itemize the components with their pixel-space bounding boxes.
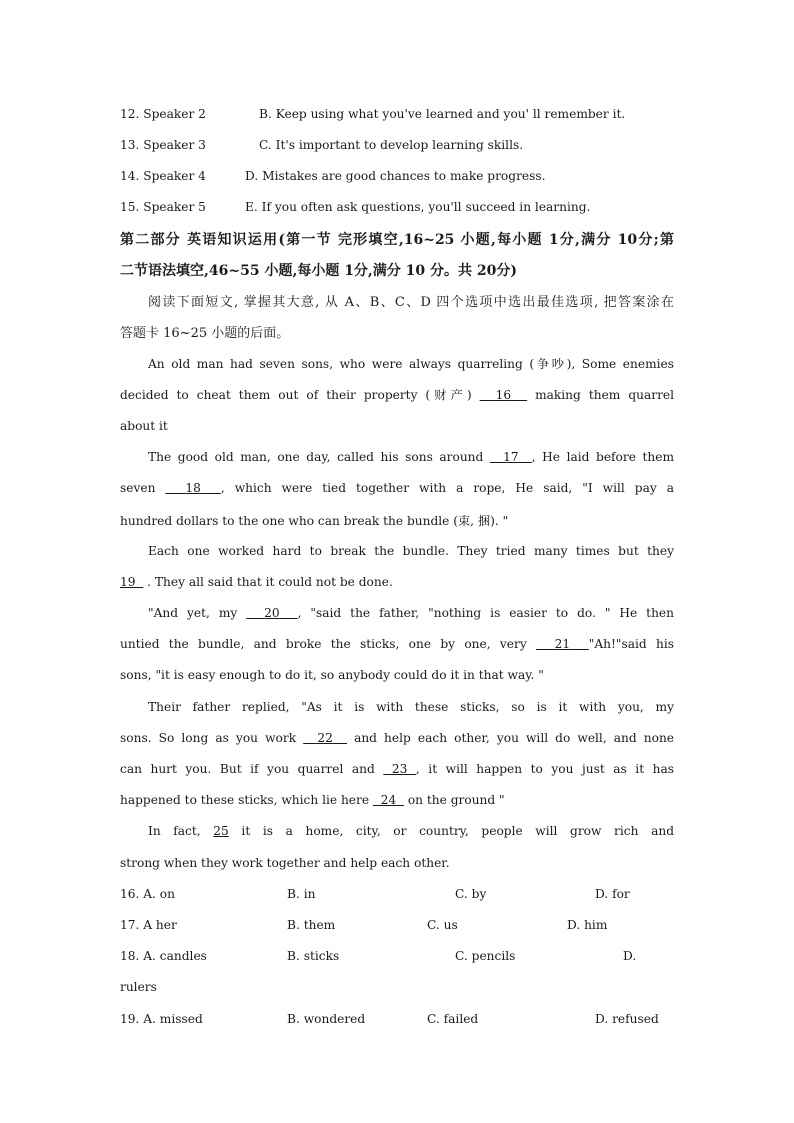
passage-text: , "said the father, "nothing is easier to do. " He then — [297, 606, 674, 620]
blank-22: 22 — [317, 731, 333, 745]
passage-line — [120, 575, 393, 589]
matching-speaker: 12. Speaker 2 — [120, 107, 206, 121]
question-option-d-wrap: rulers — [120, 980, 157, 994]
question-option-a: 19. A. missed — [120, 1012, 203, 1026]
passage-line: sons, "it is easy enough to do it, so anybody could do it in that way. " — [120, 668, 544, 682]
question-option-b: B. them — [287, 918, 336, 932]
passage-text: happened to these sticks, which lie here — [120, 793, 370, 807]
matching-speaker: 15. Speaker 5 — [120, 200, 206, 214]
passage-line: Their father replied, "As it is with these sticks, so is it with you, my — [148, 700, 674, 714]
instructions: 答题卡 16~25 小题的后面。 — [120, 326, 290, 341]
passage-line — [120, 793, 505, 807]
question-option-b: B. in — [287, 887, 316, 901]
passage-text: it is a home, city, or country, people will grow rich and — [241, 824, 674, 838]
blank-20: 20 — [264, 606, 280, 620]
passage-text: In fact, — [148, 824, 201, 838]
passage-text: The good old man, one day, called his sons around — [148, 450, 484, 464]
passage-text: , which were tied together with a rope, He said, "I will pay a — [220, 481, 674, 495]
question-option-c: C. pencils — [455, 949, 516, 963]
passage-text: "Ah!"said his — [588, 637, 674, 651]
passage-line: about it — [120, 419, 168, 433]
question-option-a: 18. A. candles — [120, 949, 207, 963]
passage-line — [148, 606, 674, 620]
matching-option: C. It's important to develop learning skills. — [259, 138, 524, 152]
passage-line: hundred dollars to the one who can break the bundle (束, 捆). " — [120, 514, 509, 528]
passage-text: , it will happen to you just as it has — [415, 762, 675, 776]
question-option-b: B. sticks — [287, 949, 340, 963]
passage-line — [148, 824, 674, 838]
passage-line — [120, 731, 674, 745]
passage-line — [120, 481, 674, 495]
matching-option: E. If you often ask questions, you'll succeed in learning. — [245, 200, 591, 214]
passage-line — [120, 386, 674, 403]
passage-line — [120, 762, 674, 776]
section-heading: 第二部分 英语知识运用(第一节 完形填空,16~25 小题,每小题 1分,满分 10分;第 — [120, 232, 674, 248]
blank-18: 18 — [185, 481, 201, 495]
passage-text: seven — [120, 481, 156, 495]
passage-text: . They all said that it could not be done. — [147, 575, 393, 589]
blank-24: 24 — [380, 793, 397, 807]
question-option-d: D. — [623, 949, 637, 963]
passage-line: Each one worked hard to break the bundle. They tried many times but they — [148, 544, 674, 558]
question-option-a: 17. A her — [120, 918, 177, 932]
question-option-d: D. him — [567, 918, 608, 932]
section-heading: 二节语法填空,46~55 小题,每小题 1分,满分 10 分。共 20分) — [120, 263, 518, 279]
matching-option: D. Mistakes are good chances to make progress. — [245, 169, 546, 183]
passage-text: on the ground " — [407, 793, 505, 807]
question-option-a: 16. A. on — [120, 887, 175, 901]
matching-option: B. Keep using what you've learned and you' ll remember it. — [259, 107, 626, 121]
matching-speaker: 13. Speaker 3 — [120, 138, 206, 152]
question-option-c: C. us — [427, 918, 458, 932]
blank-16: 16 — [495, 388, 512, 402]
passage-text: , He laid before them — [531, 450, 675, 464]
question-option-c: C. by — [455, 887, 487, 901]
passage-line — [120, 637, 674, 651]
question-option-b: B. wondered — [287, 1012, 366, 1026]
passage-text: "And yet, my — [148, 606, 238, 620]
blank-25: 25 — [213, 824, 229, 838]
passage-text: and help each other, you will do well, and none — [354, 731, 675, 745]
passage-text: making them quarrel — [535, 388, 674, 402]
blank-17: 17 — [503, 450, 519, 464]
instructions: 阅读下面短文, 掌握其大意, 从 A、B、C、D 四个选项中选出最佳选项, 把答案涂在 — [148, 295, 674, 310]
passage-line — [148, 450, 674, 464]
blank-23: 23 — [391, 762, 408, 776]
passage-text: can hurt you. But if you quarrel and — [120, 762, 375, 776]
question-option-c: C. failed — [427, 1012, 479, 1026]
matching-speaker: 14. Speaker 4 — [120, 169, 206, 183]
blank-19: 19 — [120, 575, 136, 589]
question-option-d: D. refused — [595, 1012, 659, 1026]
blank-21: 21 — [554, 637, 571, 651]
passage-line: An old man had seven sons, who were always quarreling (争吵), Some enemies — [148, 357, 674, 371]
passage-text: untied the bundle, and broke the sticks, one by one, very — [120, 637, 527, 651]
question-option-d: D. for — [595, 887, 630, 901]
passage-line: strong when they work together and help each other. — [120, 856, 450, 870]
passage-text: decided to cheat them out of their property (财产) — [120, 388, 472, 402]
passage-text: sons. So long as you work — [120, 731, 297, 745]
